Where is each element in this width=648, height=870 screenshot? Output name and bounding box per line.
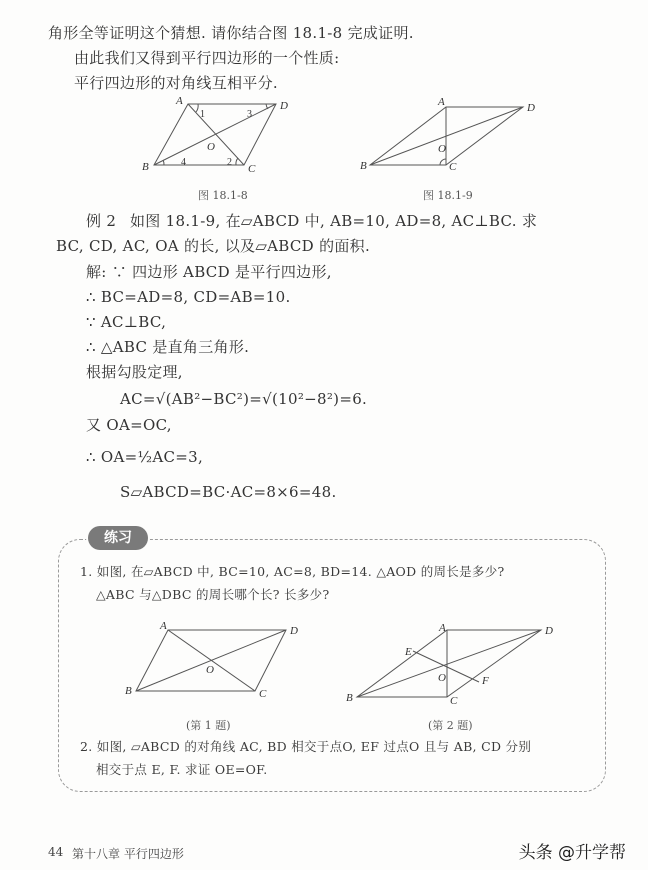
example-line-1: 如图 18.1-9, 在▱ABCD 中, AB=10, AD=8, AC⊥BC. 求 [130,212,538,230]
svg-text:C: C [248,163,256,175]
svg-text:B: B [142,161,149,173]
svg-text:O: O [207,141,215,153]
figure-caption: 图 18.1-9 [423,189,473,202]
solution-step: 解: ∵ 四边形 ABCD 是平行四边形, [86,263,332,281]
svg-text:O: O [206,664,214,676]
figure-caption: (第 1 题) [186,719,231,732]
svg-text:D: D [290,625,298,637]
figure-caption: 图 18.1-8 [198,189,248,202]
figure-18-1-9 [370,107,523,165]
solution-step: 根据勾股定理, [86,363,183,381]
svg-text:B: B [346,692,353,704]
solution-step: ∴ OA=½AC=3, [86,448,204,466]
svg-text:3: 3 [247,109,252,120]
svg-text:A: A [438,96,445,108]
svg-text:D: D [527,102,535,114]
practice-badge: 练习 [88,526,148,550]
svg-text:A: A [439,622,446,634]
svg-text:O: O [438,672,446,684]
chapter-title: 第十八章 平行四边形 [72,847,184,861]
svg-text:C: C [259,688,267,700]
solution-step: ∵ AC⊥BC, [86,313,167,331]
page-number: 44 [48,845,64,859]
example-title: 例 2 [86,212,117,230]
svg-text:D: D [280,100,288,112]
question-1-line-1: 1. 如图, 在▱ABCD 中, BC=10, AC=8, BD=14. △AOD 的周长是多少? [80,564,505,579]
label-A: A [176,95,183,107]
svg-text:B: B [125,685,132,697]
question-1-line-2: △ABC 与△DBC 的周长哪个长? 长多少? [96,587,330,602]
example-line-2: BC, CD, AC, OA 的长, 以及▱ABCD 的面积. [56,237,371,255]
area-formula: S▱ABCD=BC·AC=8×6=48. [120,483,337,501]
question-2-line-1: 2. 如图, ▱ABCD 的对角线 AC, BD 相交于点O, EF 过点O 且与 AB, CD 分别 [80,739,532,754]
solution-step: ∴ △ABC 是直角三角形. [86,338,250,356]
figure-18-1-8 [154,104,276,165]
solution-step: 又 OA=OC, [86,416,172,434]
svg-text:F: F [482,675,489,687]
svg-text:E: E [405,646,412,658]
svg-text:D: D [545,625,553,637]
svg-text:4: 4 [181,157,186,168]
svg-text:2: 2 [227,157,232,168]
watermark: 头条 @升学帮 [518,843,626,863]
question-2-line-2: 相交于点 E, F. 求证 OE=OF. [96,762,268,777]
intro-line-2: 由此我们又得到平行四边形的一个性质: [74,49,340,67]
svg-text:1: 1 [200,109,205,120]
svg-text:B: B [360,160,367,172]
svg-text:A: A [160,620,167,632]
svg-text:C: C [449,161,457,173]
solution-step: ∴ BC=AD=8, CD=AB=10. [86,288,291,306]
svg-text:C: C [450,695,458,707]
property-statement: 平行四边形的对角线互相平分. [74,74,278,92]
intro-line-1: 角形全等证明这个猜想. 请你结合图 18.1-8 完成证明. [48,24,414,42]
figure-caption: (第 2 题) [428,719,473,732]
svg-text:O: O [438,143,446,155]
pythagorean-formula: AC=√(AB²−BC²)=√(10²−8²)=6. [120,390,368,408]
